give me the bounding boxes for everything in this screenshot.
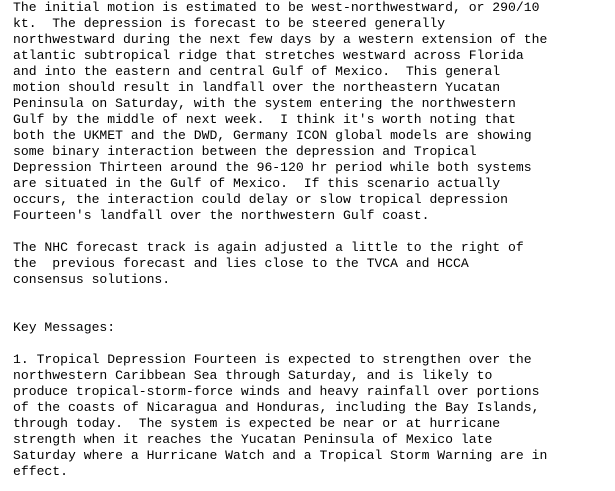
text-line: 1. Tropical Depression Fourteen is expected to strengthen over the <box>13 352 532 367</box>
text-line: and into the eastern and central Gulf of Mexico. This general <box>13 64 501 79</box>
blank-line <box>13 304 547 320</box>
blank-line <box>13 336 547 352</box>
text-line: strength when it reaches the Yucatan Peninsula of Mexico late <box>13 432 493 447</box>
text-line: The initial motion is estimated to be west-northwestward, or 290/10 <box>13 0 540 15</box>
text-line: Depression Thirteen around the 96-120 hr period while both systems <box>13 160 532 175</box>
text-line: effect. <box>13 464 69 479</box>
text-line: northwestward during the next few days by a western extension of the <box>13 32 548 47</box>
text-line: occurs, the interaction could delay or slow tropical depression <box>13 192 509 207</box>
text-line: some binary interaction between the depression and Tropical <box>13 144 477 159</box>
text-line: through today. The system is expected be near or at hurricane <box>13 416 501 431</box>
blank-line <box>13 288 547 304</box>
blank-line <box>13 224 547 240</box>
text-line: both the UKMET and the DWD, Germany ICON global models are showing <box>13 128 532 143</box>
text-line: consensus solutions. <box>13 272 171 287</box>
text-line: Fourteen's landfall over the northwestern Gulf coast. <box>13 208 430 223</box>
text-line: of the coasts of Nicaragua and Honduras, including the Bay Islands, <box>13 400 540 415</box>
text-line: atlantic subtropical ridge that stretches westward across Florida <box>13 48 524 63</box>
text-line: northwestern Caribbean Sea through Saturday, and is likely to <box>13 368 493 383</box>
text-line: The NHC forecast track is again adjusted a little to the right of <box>13 240 524 255</box>
text-line: motion should result in landfall over the northeastern Yucatan <box>13 80 501 95</box>
text-line: are situated in the Gulf of Mexico. If this scenario actually <box>13 176 501 191</box>
text-line: Key Messages: <box>13 320 116 335</box>
text-line: produce tropical-storm-force winds and heavy rainfall over portions <box>13 384 540 399</box>
text-line: the previous forecast and lies close to the TVCA and HCCA <box>13 256 469 271</box>
text-line: Gulf by the middle of next week. I think it's worth noting that <box>13 112 516 127</box>
text-line: kt. The depression is forecast to be steered generally <box>13 16 446 31</box>
forecast-discussion-text <box>13 0 547 480</box>
text-line: Saturday where a Hurricane Watch and a Tropical Storm Warning are in <box>13 448 548 463</box>
text-line: Peninsula on Saturday, with the system entering the northwestern <box>13 96 516 111</box>
